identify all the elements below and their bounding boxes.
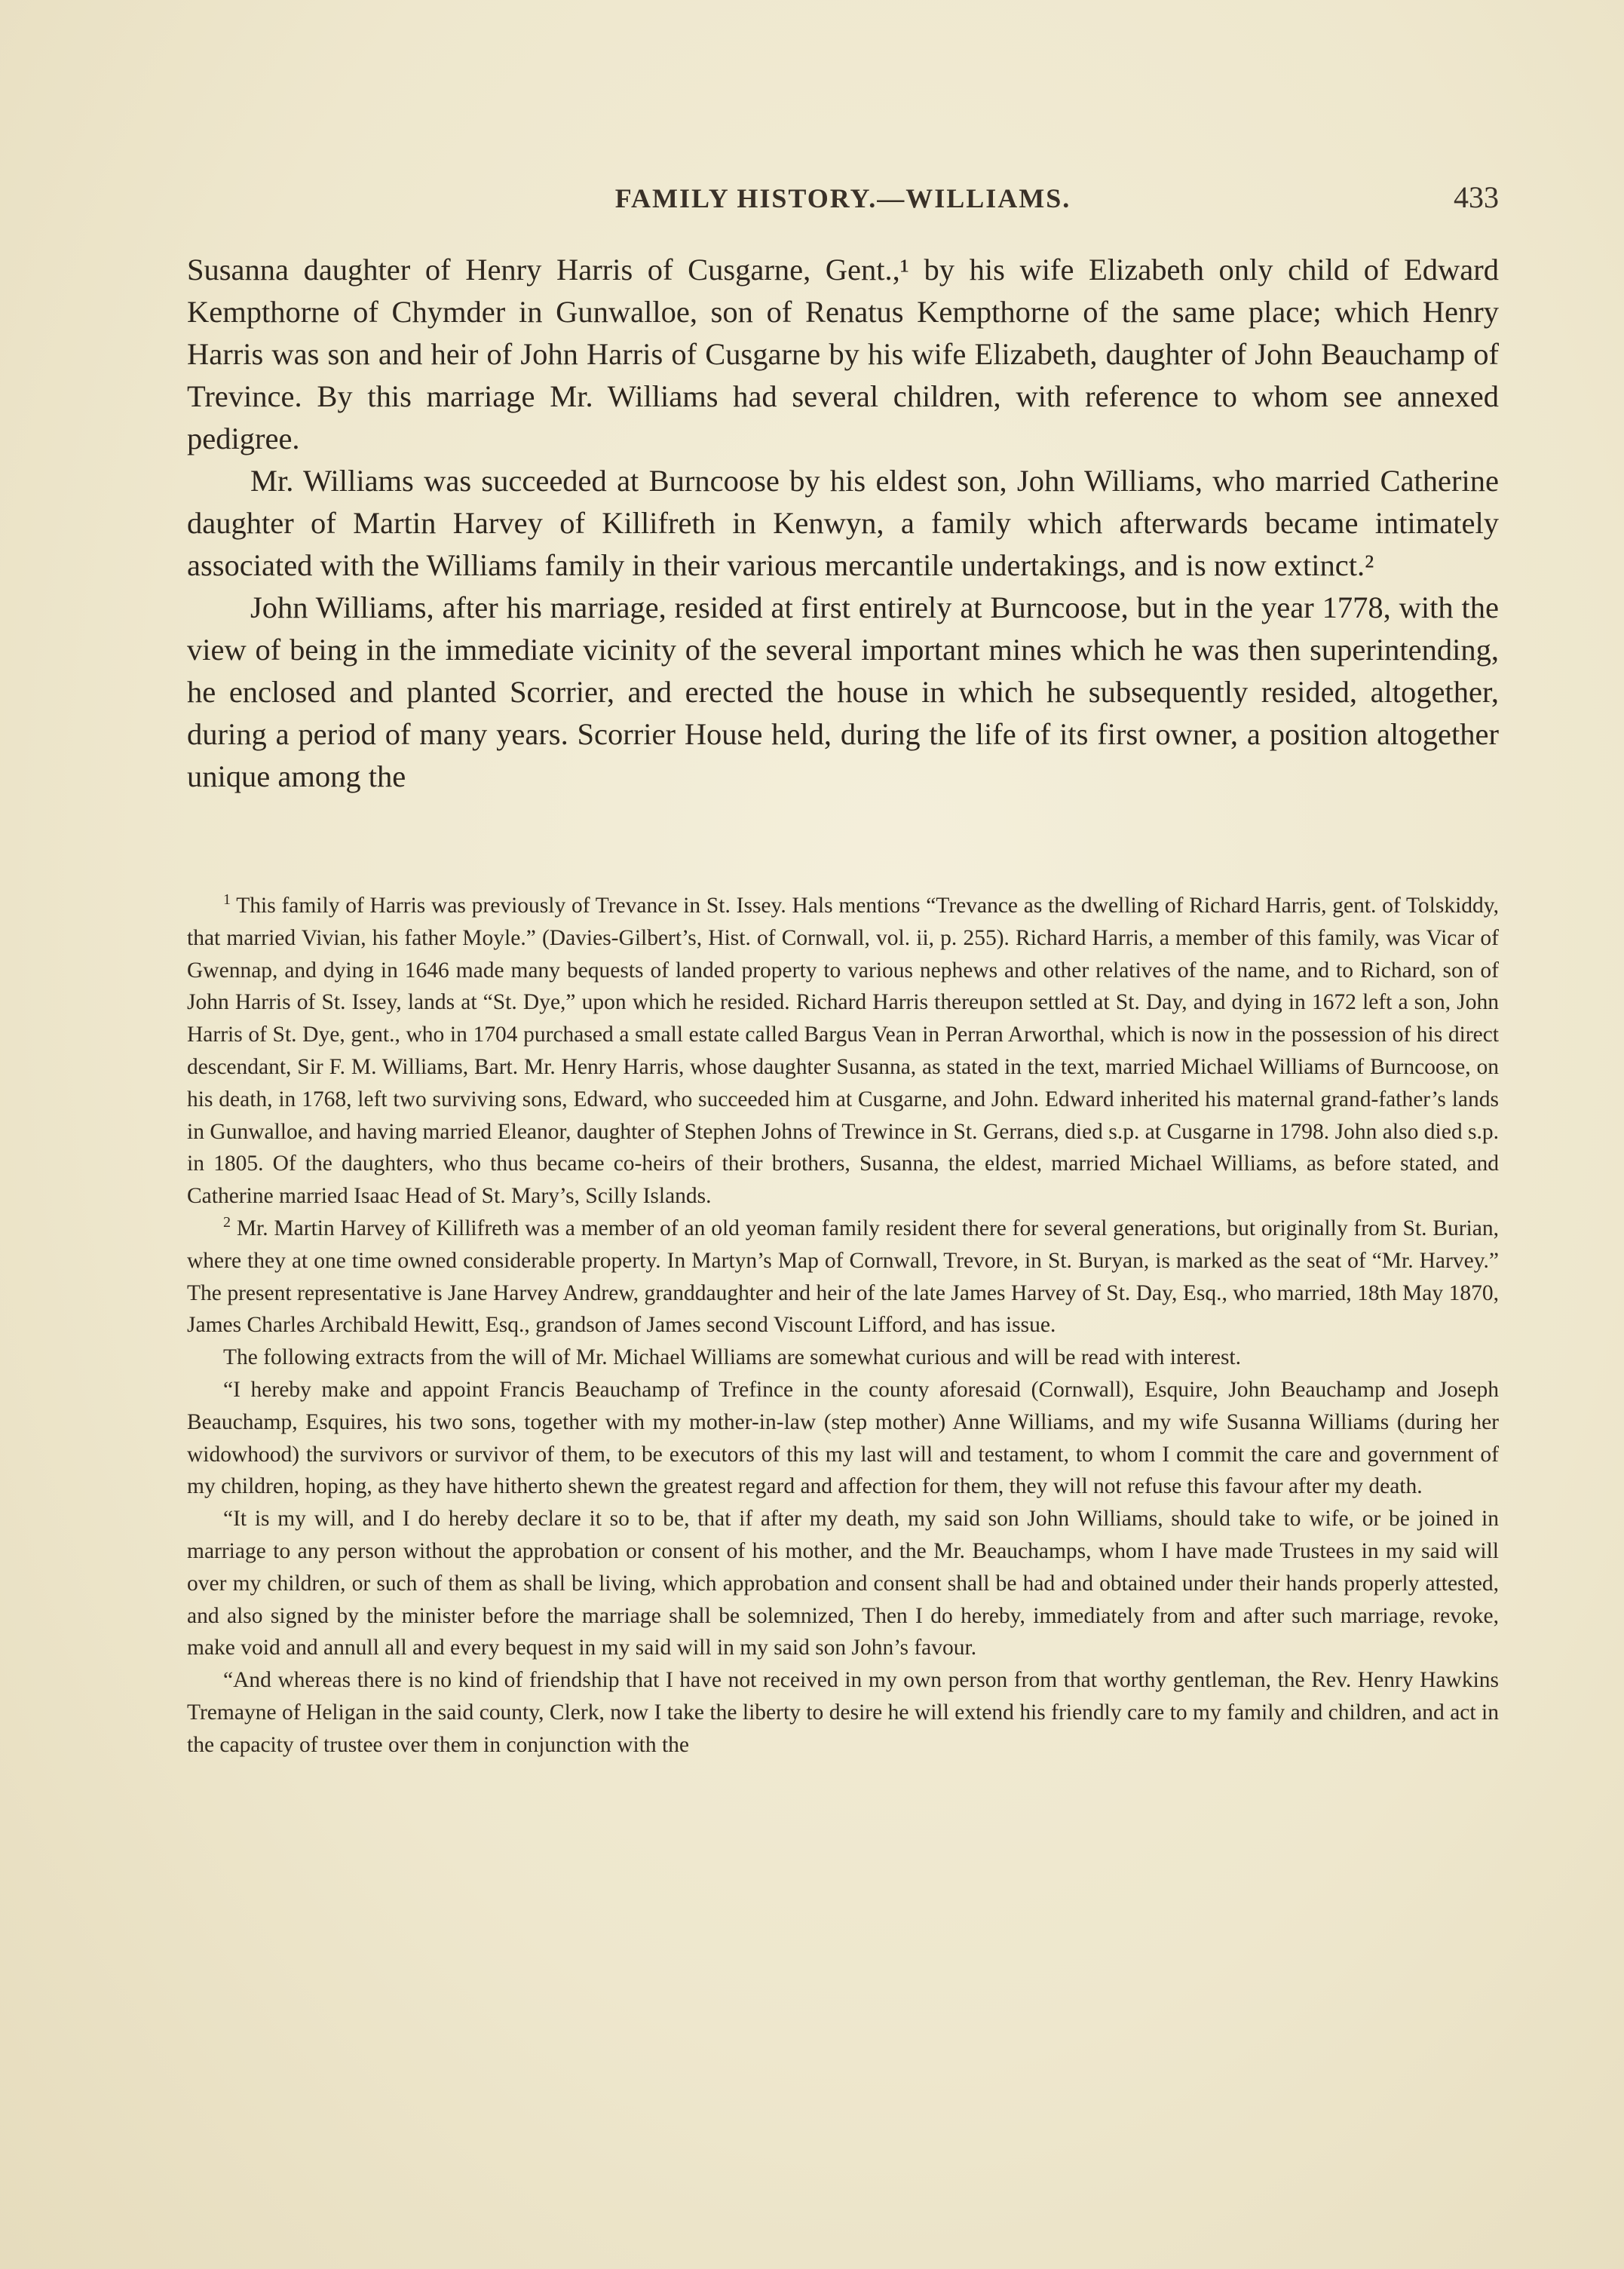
will-quote-3: “And whereas there is no kind of friendship that I have not received in my own person from that worthy gentleman, the Rev. Henry Hawkins Tremayne of Heligan in the said county, Clerk, now I take the liberty to desire he will extend his friendly care to my family and children, and act in the capacity of trustee over them in conjunction with the [187,1668,1499,1757]
footnote-2-text: Mr. Martin Harvey of Killifreth was a member of an old yeoman family resident there for several generations, but originally from St. Burian, where they at one time owned considerable property. In Martyn’s Map of Cornwall, Trevore, in St. Buryan, is marked as the seat of “Mr. Harvey.” The present representative is Jane Harvey Andrew, granddaughter and heir of the late James Harvey of St. Day, Esq., who married, 18th May 1870, James Charles Archibald Hewitt, Esq., grandson of James second Viscount Lifford, and has issue. [187,1216,1499,1338]
body-paragraph-1: Susanna daughter of Henry Harris of Cusgarne, Gent.,¹ by his wife Elizabeth only child of Edward Kempthorne of Chymder in Gunwalloe, son of Renatus Kempthorne of the same place; which Henry Harris was son and heir of John Harris of Cusgarne by his wife Elizabeth, daughter of John Beauchamp of Trevince. By this marriage Mr. Williams had several children, with reference to whom see annexed pedigree. [187,253,1499,455]
footnote-1-mark: 1 [223,891,231,909]
footnote-1-text: This family of Harris was previously of Trevance in St. Issey. Hals mentions “Trevance as the dwelling of Richard Harris, gent. of Tolskiddy, that married Vivian, his father Moyle.” (Davies-Gilbert’s, Hist. of Cornwall, vol. ii, p. 255). Richard Harris, a member of this family, was Vicar of Gwennap, and dying in 1646 made many bequests of landed property to various nephews and other relatives of the name, and to Richard, son of John Harris of St. Issey, lands at “St. Dye,” upon which he resided. Richard Harris thereupon settled at St. Day, and dying in 1672 left a son, John Harris of St. Dye, gent., who in 1704 purchased a small estate called Bargus Vean in Perran Arworthal, which is now in the possession of his direct descendant, Sir F. M. Williams, Bart. Mr. Henry Harris, whose daughter Susanna, as stated in the text, married Michael Williams of Burncoose, on his death, in 1768, left two surviving sons, Edward, who succeeded him at Cusgarne, and John. Edward inherited his maternal grand-father’s lands in Gunwalloe, and having married Eleanor, daughter of Stephen Johns of Trewince in St. Gerrans, died s.p. at Cusgarne in 1798. John also died s.p. in 1805. Of the daughters, who thus became co-heirs of their brothers, Susanna, the eldest, married Michael Williams, as before stated, and Catherine married Isaac Head of St. Mary’s, Scilly Islands. [187,894,1499,1209]
footnote-2 [187,1213,1499,1341]
running-head: FAMILY HISTORY.—WILLIAMS. [614,183,1071,213]
will-intro: The following extracts from the will of Mr. Michael Williams are somewhat curious and will be read with interest. [223,1345,1241,1370]
footnote-1 [187,890,1499,1213]
body-paragraph-2: Mr. Williams was succeeded at Burncoose by his eldest son, John Williams, who married Catherine daughter of Martin Harvey of Killifreth in Kenwyn, a family which afterwards became intimately associated with the Williams family in their various mercantile undertakings, and is now extinct.² [187,464,1499,582]
footnotes [187,890,1499,1762]
page-header [187,182,1499,225]
will-quote-2: “It is my will, and I do hereby declare it so to be, that if after my death, my said son John Williams, should take to wife, or be joined in marriage to any person without the approbation or consent of his mother, and the Mr. Beauchamps, whom I have made Trustees in my said will over my children, or such of them as shall be living, which approbation and consent shall be had and obtained under their hands properly attested, and also signed by the minister before the marriage shall be solemnized, Then I do hereby, immediately from and after such marriage, revoke, make void and annull all and every bequest in my said will in my said son John’s favour. [187,1507,1499,1660]
body-paragraph-3: John Williams, after his marriage, resided at first entirely at Burncoose, but in the year 1778, with the view of being in the immediate vicinity of the several important mines which he was then superintending, he enclosed and planted Scorrier, and erected the house in which he subsequently resided, altogether, during a period of many years. Scorrier House held, during the life of its first owner, a position altogether unique among the [187,590,1499,793]
main-text [187,249,1499,798]
footnote-2-mark: 2 [223,1214,231,1231]
page-number: 433 [1454,180,1499,214]
will-quote-1: “I hereby make and appoint Francis Beauchamp of Trefince in the county aforesaid (Cornwall), Esquire, John Beauchamp and Joseph Beauchamp, Esquires, his two sons, together with my mother-in-law (step mother) Anne Williams, and my wife Susanna Williams (during her widowhood) the survivors or survivor of them, to be executors of this my last will and testament, to whom I commit the care and government of my children, hoping, as they have hitherto shewn the greatest regard and affection for them, they will not refuse this favour after my death. [187,1377,1499,1499]
